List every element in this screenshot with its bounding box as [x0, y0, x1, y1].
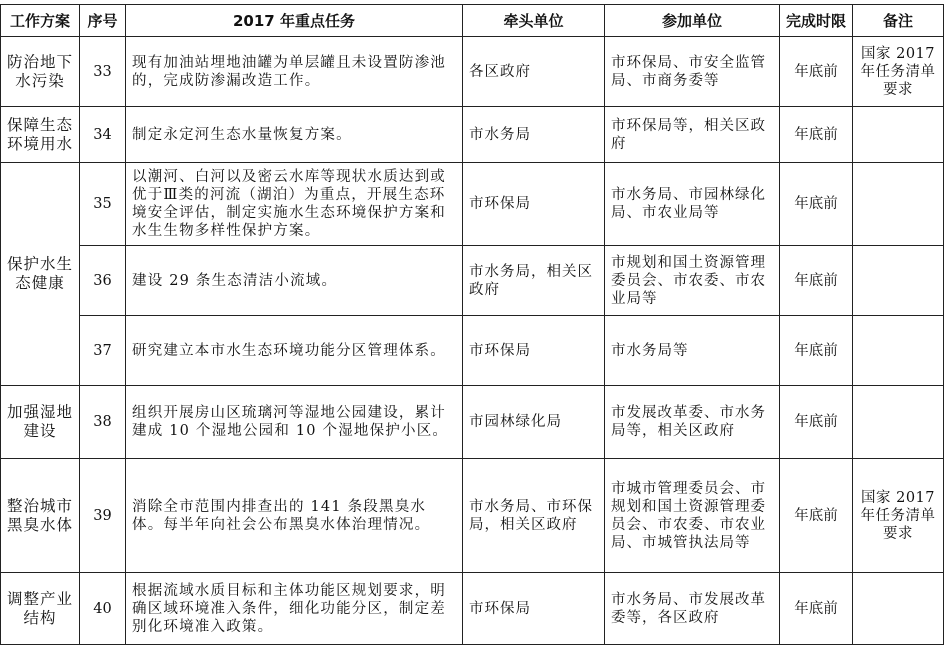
num-cell: 34: [80, 107, 126, 163]
num-cell: 36: [80, 246, 126, 316]
note-cell: [853, 573, 944, 645]
note-cell: [853, 163, 944, 246]
lead-cell: 市环保局: [463, 316, 605, 386]
deadline-cell: 年底前: [780, 386, 853, 459]
num-cell: 39: [80, 459, 126, 573]
num-cell: 35: [80, 163, 126, 246]
task-cell: 研究建立本市水生态环境功能分区管理体系。: [126, 316, 463, 386]
task-cell: 根据流域水质目标和主体功能区规划要求，明确区域环境准入条件，细化功能分区，制定差别化环境准入政策。: [126, 573, 463, 645]
num-cell: 37: [80, 316, 126, 386]
note-cell: [853, 107, 944, 163]
task-cell: 现有加油站埋地油罐为单层罐且未设置防渗池的，完成防渗漏改造工作。: [126, 37, 463, 107]
task-cell: 建设 29 条生态清洁小流域。: [126, 246, 463, 316]
note-cell: 国家 2017 年任务清单要求: [853, 459, 944, 573]
table-row: [1, 107, 944, 163]
lead-cell: 市环保局: [463, 573, 605, 645]
header-deadline: 完成时限: [780, 5, 853, 37]
deadline-cell: 年底前: [780, 573, 853, 645]
deadline-cell: 年底前: [780, 107, 853, 163]
partner-cell: 市城市管理委员会、市规划和国土资源管理委员会、市农委、市农业局、市城管执法局等: [605, 459, 780, 573]
task-cell: 组织开展房山区琉璃河等湿地公园建设，累计建成 10 个湿地公园和 10 个湿地保护小区。: [126, 386, 463, 459]
task-cell: 制定永定河生态水量恢复方案。: [126, 107, 463, 163]
note-cell: 国家 2017 年任务清单要求: [853, 37, 944, 107]
lead-cell: 市水务局、市环保局，相关区政府: [463, 459, 605, 573]
deadline-cell: 年底前: [780, 37, 853, 107]
num-cell: 40: [80, 573, 126, 645]
task-cell: 消除全市范围内排查出的 141 条段黑臭水体。每半年向社会公布黑臭水体治理情况。: [126, 459, 463, 573]
partner-cell: 市水务局、市园林绿化局、市农业局等: [605, 163, 780, 246]
header-lead: 牵头单位: [463, 5, 605, 37]
lead-cell: 市园林绿化局: [463, 386, 605, 459]
deadline-cell: 年底前: [780, 316, 853, 386]
partner-cell: 市水务局等: [605, 316, 780, 386]
category-cell: 整治城市黑臭水体: [1, 459, 80, 573]
table-row: [1, 316, 944, 386]
note-cell: [853, 316, 944, 386]
table-row: [1, 246, 944, 316]
header-partner: 参加单位: [605, 5, 780, 37]
partner-cell: 市规划和国土资源管理委员会、市农委、市农业局等: [605, 246, 780, 316]
lead-cell: 市环保局: [463, 163, 605, 246]
category-cell: 加强湿地建设: [1, 386, 80, 459]
num-cell: 38: [80, 386, 126, 459]
deadline-cell: 年底前: [780, 459, 853, 573]
header-num: 序号: [80, 5, 126, 37]
header-note: 备注: [853, 5, 944, 37]
category-cell: 防治地下水污染: [1, 37, 80, 107]
note-cell: [853, 386, 944, 459]
header-task: 2017 年重点任务: [126, 5, 463, 37]
task-cell: 以潮河、白河以及密云水库等现状水质达到或优于Ⅲ类的河流（湖泊）为重点，开展生态环境安全评估，制定实施水生态环境保护方案和水生生物多样性保护方案。: [126, 163, 463, 246]
deadline-cell: 年底前: [780, 246, 853, 316]
task-table: [0, 4, 944, 645]
table-row: [1, 163, 944, 246]
partner-cell: 市水务局、市发展改革委等，各区政府: [605, 573, 780, 645]
header-category: 工作方案: [1, 5, 80, 37]
header-row: [1, 5, 944, 37]
partner-cell: 市环保局、市安全监管局、市商务委等: [605, 37, 780, 107]
partner-cell: 市发展改革委、市水务局等，相关区政府: [605, 386, 780, 459]
partner-cell: 市环保局等，相关区政府: [605, 107, 780, 163]
lead-cell: 各区政府: [463, 37, 605, 107]
lead-cell: 市水务局，相关区政府: [463, 246, 605, 316]
note-cell: [853, 246, 944, 316]
num-cell: 33: [80, 37, 126, 107]
table-row: [1, 459, 944, 573]
deadline-cell: 年底前: [780, 163, 853, 246]
category-cell: 调整产业结构: [1, 573, 80, 645]
table-row: [1, 37, 944, 107]
category-cell: 保障生态环境用水: [1, 107, 80, 163]
category-cell: 保护水生态健康: [1, 163, 80, 386]
lead-cell: 市水务局: [463, 107, 605, 163]
table-row: [1, 386, 944, 459]
table-row: [1, 573, 944, 645]
